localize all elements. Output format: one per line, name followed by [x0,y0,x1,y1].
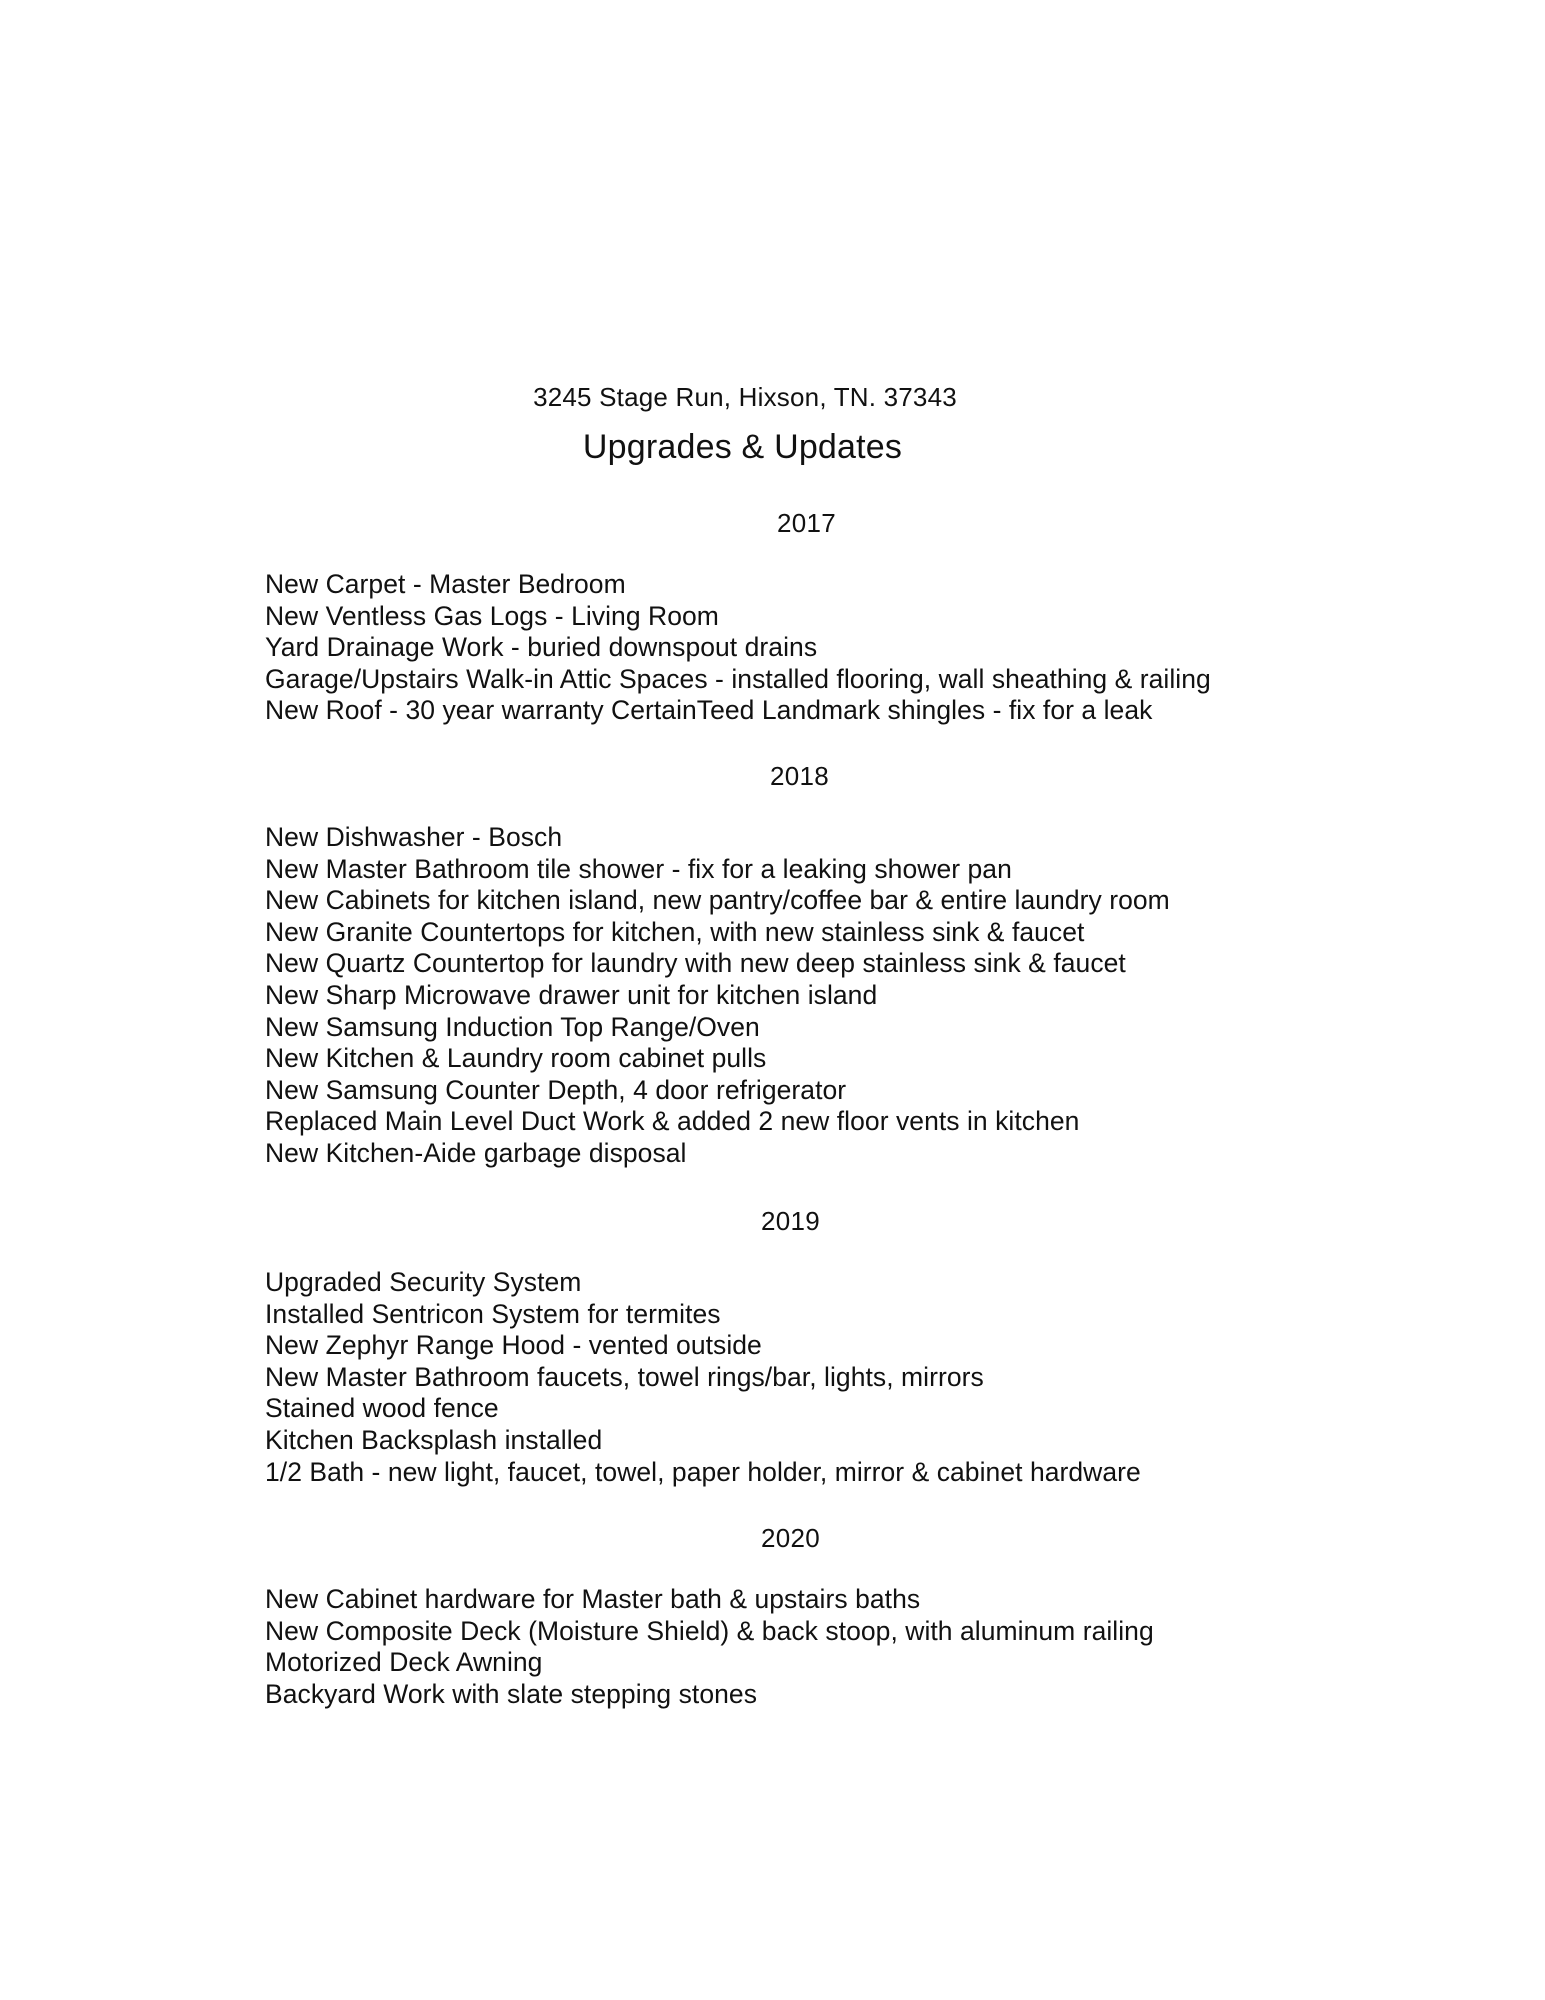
year-heading-2017: 2017 [777,508,837,538]
updates-list-2017 [265,569,1211,727]
list-item: New Sharp Microwave drawer unit for kitchen island [265,979,878,1010]
list-item: New Kitchen-Aide garbage disposal [265,1137,687,1168]
property-address: 3245 Stage Run, Hixson, TN. 37343 [533,382,957,412]
list-item: New Quartz Countertop for laundry with new deep stainless sink & faucet [265,948,1126,979]
list-item: Stained wood fence [265,1393,499,1424]
updates-list-2018 [265,822,1170,1170]
list-item: 1/2 Bath - new light, faucet, towel, paper holder, mirror & cabinet hardware [265,1456,1141,1487]
year-heading-2020: 2020 [761,1523,821,1553]
list-item: New Ventless Gas Logs - Living Room [265,600,719,631]
list-item: Motorized Deck Awning [265,1647,543,1678]
list-item: New Master Bathroom tile shower - fix for a leaking shower pan [265,853,1012,884]
list-item: New Samsung Induction Top Range/Oven [265,1011,760,1042]
updates-list-2020 [265,1584,1154,1710]
list-item: New Dishwasher - Bosch [265,822,563,852]
list-item: New Kitchen & Laundry room cabinet pulls [265,1043,767,1074]
list-item: New Carpet - Master Bedroom [265,569,626,599]
list-item: New Cabinets for kitchen island, new pantry/coffee bar & entire laundry room [265,885,1170,916]
list-item: Yard Drainage Work - buried downspout drains [265,632,818,663]
list-item: New Samsung Counter Depth, 4 door refrigerator [265,1074,847,1105]
list-item: Installed Sentricon System for termites [265,1298,721,1329]
list-item: Backyard Work with slate stepping stones [265,1678,757,1709]
list-item: New Cabinet hardware for Master bath & upstairs baths [265,1584,921,1614]
list-item: Upgraded Security System [265,1267,582,1297]
year-heading-2019: 2019 [761,1206,821,1236]
list-item: Replaced Main Level Duct Work & added 2 new floor vents in kitchen [265,1106,1080,1137]
year-heading-2018: 2018 [770,761,830,791]
list-item: Kitchen Backsplash installed [265,1424,603,1455]
document-title: Upgrades & Updates [582,428,903,466]
list-item: New Zephyr Range Hood - vented outside [265,1330,762,1361]
list-item: Garage/Upstairs Walk-in Attic Spaces - installed flooring, wall sheathing & railing [265,663,1211,694]
list-item: New Master Bathroom faucets, towel rings/bar, lights, mirrors [265,1361,984,1392]
list-item: New Granite Countertops for kitchen, with new stainless sink & faucet [265,916,1085,947]
updates-list-2019 [265,1267,1141,1488]
list-item: New Composite Deck (Moisture Shield) & back stoop, with aluminum railing [265,1615,1154,1646]
list-item: New Roof - 30 year warranty CertainTeed Landmark shingles - fix for a leak [265,695,1153,726]
